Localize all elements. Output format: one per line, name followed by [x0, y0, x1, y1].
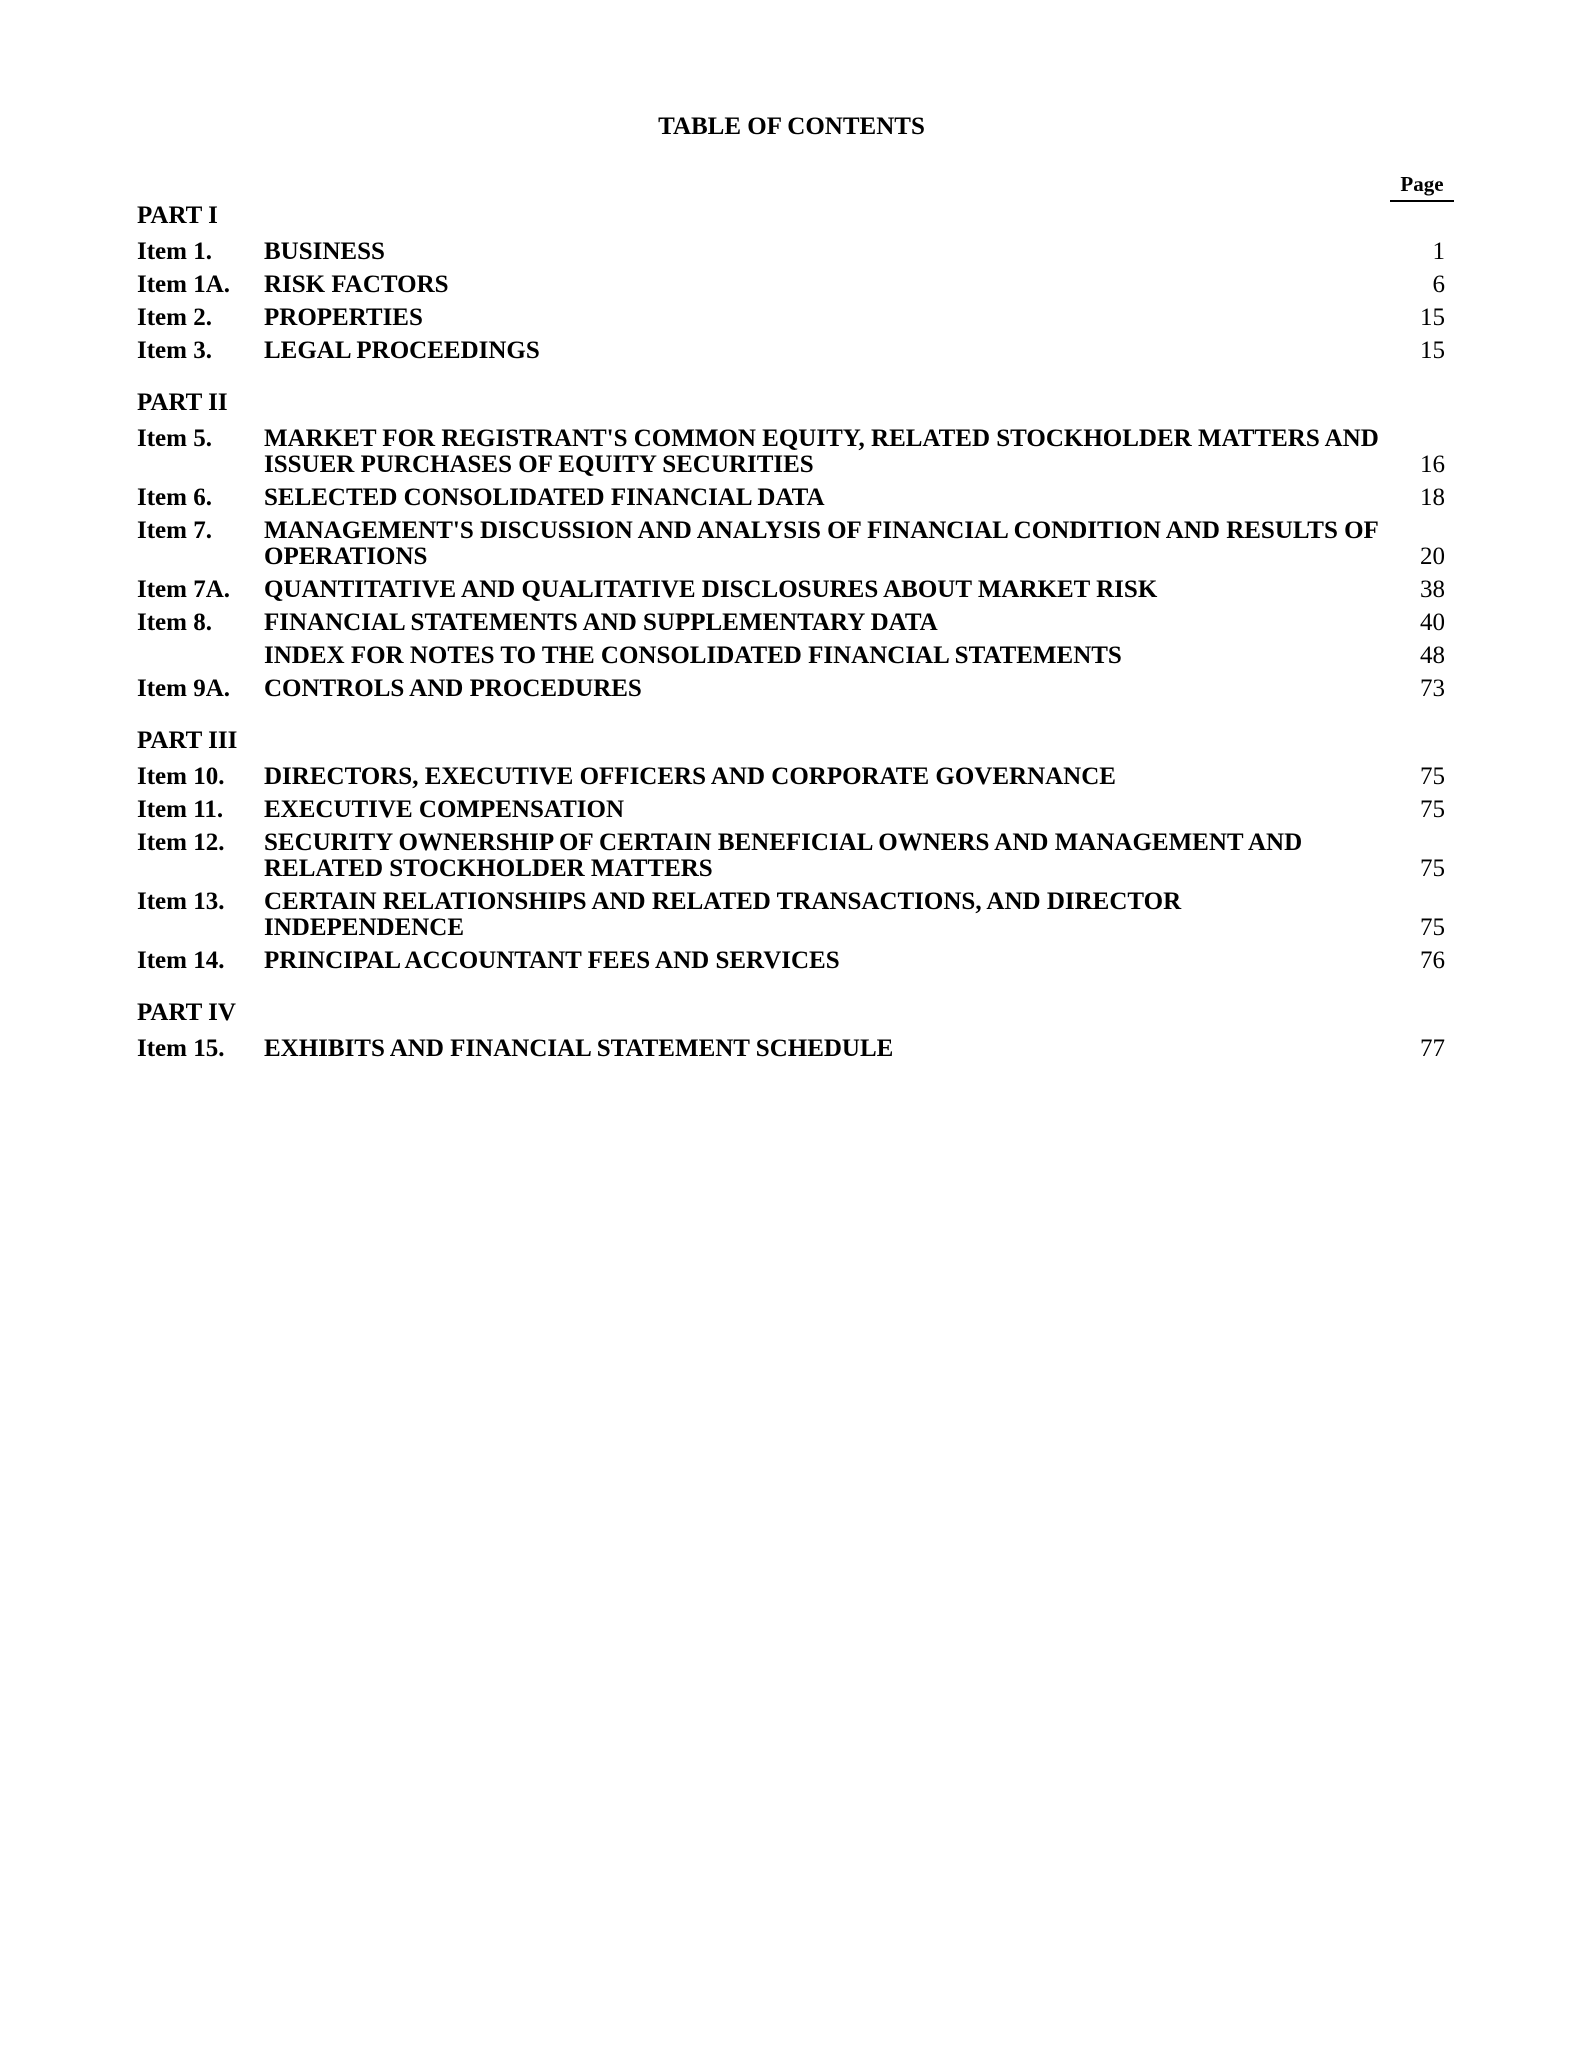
- item-page-number: 48: [1420, 642, 1445, 669]
- item-title-link[interactable]: INDEX FOR NOTES TO THE CONSOLIDATED FINANCIAL STATEMENTS: [264, 642, 1122, 669]
- item-number: Item 11.: [137, 796, 224, 823]
- item-title-link[interactable]: QUANTITATIVE AND QUALITATIVE DISCLOSURES ABOUT MARKET RISK: [264, 576, 1158, 603]
- toc-entry[interactable]: [137, 676, 1445, 702]
- item-page-number: 38: [1420, 576, 1445, 603]
- item-title-link[interactable]: MARKET FOR REGISTRANT'S COMMON EQUITY, RELATED STOCKHOLDER MATTERS AND ISSUER PURCHASES OF EQUITY SECURITIES: [264, 425, 1379, 478]
- item-page-number: 40: [1420, 609, 1445, 636]
- item-page-number: 76: [1420, 947, 1445, 974]
- part-heading: PART IV: [137, 999, 236, 1026]
- toc-entry[interactable]: [137, 948, 1445, 974]
- item-title-link[interactable]: BUSINESS: [264, 238, 385, 265]
- item-title-link[interactable]: EXECUTIVE COMPENSATION: [264, 796, 624, 823]
- item-number: Item 3.: [137, 337, 212, 364]
- item-number: Item 2.: [137, 304, 212, 331]
- item-page-number: 15: [1420, 337, 1445, 364]
- toc-entry[interactable]: [137, 830, 1445, 882]
- table-of-contents: [137, 200, 1445, 1069]
- item-title-link[interactable]: SECURITY OWNERSHIP OF CERTAIN BENEFICIAL OWNERS AND MANAGEMENT AND RELATED STOCKHOLDER MATTERS: [264, 829, 1303, 882]
- item-title-link[interactable]: SELECTED CONSOLIDATED FINANCIAL DATA: [264, 484, 825, 511]
- item-number: Item 14.: [137, 947, 225, 974]
- part-heading: PART I: [137, 202, 218, 229]
- item-page-number: 75: [1420, 796, 1445, 823]
- toc-entry[interactable]: [137, 889, 1445, 941]
- item-page-number: 75: [1420, 855, 1445, 882]
- toc-entry[interactable]: [137, 610, 1445, 636]
- item-number: Item 5.: [137, 425, 212, 452]
- part-heading: PART III: [137, 727, 238, 754]
- item-number: Item 7.: [137, 517, 212, 544]
- item-number: Item 1A.: [137, 271, 231, 298]
- item-title-link[interactable]: CERTAIN RELATIONSHIPS AND RELATED TRANSACTIONS, AND DIRECTOR INDEPENDENCE: [264, 888, 1182, 941]
- item-page-number: 16: [1420, 451, 1445, 478]
- item-title-link[interactable]: PROPERTIES: [264, 304, 423, 331]
- toc-entry[interactable]: [137, 485, 1445, 511]
- item-page-number: 20: [1420, 543, 1445, 570]
- toc-entry[interactable]: [137, 797, 1445, 823]
- item-page-number: 18: [1420, 484, 1445, 511]
- toc-entry[interactable]: [137, 338, 1445, 364]
- item-number: Item 15.: [137, 1035, 225, 1062]
- toc-entry[interactable]: [137, 272, 1445, 298]
- toc-entry[interactable]: [137, 305, 1445, 331]
- item-page-number: 77: [1420, 1035, 1445, 1062]
- page-column-header: Page: [1390, 170, 1454, 202]
- item-title-link[interactable]: FINANCIAL STATEMENTS AND SUPPLEMENTARY DATA: [264, 609, 938, 636]
- toc-entry[interactable]: [137, 764, 1445, 790]
- item-number: Item 12.: [137, 829, 225, 856]
- item-page-number: 75: [1420, 914, 1445, 941]
- item-page-number: 75: [1420, 763, 1445, 790]
- item-title-link[interactable]: PRINCIPAL ACCOUNTANT FEES AND SERVICES: [264, 947, 840, 974]
- part-heading: PART II: [137, 389, 228, 416]
- toc-entry[interactable]: [137, 643, 1445, 669]
- toc-entry[interactable]: [137, 518, 1445, 570]
- item-page-number: 6: [1432, 271, 1445, 298]
- item-number: Item 9A.: [137, 675, 231, 702]
- item-number: Item 1.: [137, 238, 212, 265]
- item-title-link[interactable]: LEGAL PROCEEDINGS: [264, 337, 540, 364]
- item-number: Item 6.: [137, 484, 212, 511]
- toc-entry[interactable]: [137, 239, 1445, 265]
- item-number: Item 10.: [137, 763, 225, 790]
- item-title-link[interactable]: RISK FACTORS: [264, 271, 449, 298]
- item-number: Item 8.: [137, 609, 212, 636]
- item-title-link[interactable]: CONTROLS AND PROCEDURES: [264, 675, 642, 702]
- toc-entry[interactable]: [137, 1036, 1445, 1062]
- item-page-number: 73: [1420, 675, 1445, 702]
- page-title: TABLE OF CONTENTS: [658, 113, 925, 140]
- item-title-link[interactable]: MANAGEMENT'S DISCUSSION AND ANALYSIS OF FINANCIAL CONDITION AND RESULTS OF OPERATIONS: [264, 517, 1378, 570]
- toc-entry[interactable]: [137, 426, 1445, 478]
- item-number: Item 13.: [137, 888, 225, 915]
- item-title-link[interactable]: DIRECTORS, EXECUTIVE OFFICERS AND CORPORATE GOVERNANCE: [264, 763, 1116, 790]
- toc-entry[interactable]: [137, 577, 1445, 603]
- item-page-number: 15: [1420, 304, 1445, 331]
- item-title-link[interactable]: EXHIBITS AND FINANCIAL STATEMENT SCHEDULE: [264, 1035, 894, 1062]
- item-number: Item 7A.: [137, 576, 231, 603]
- item-page-number: 1: [1432, 238, 1445, 265]
